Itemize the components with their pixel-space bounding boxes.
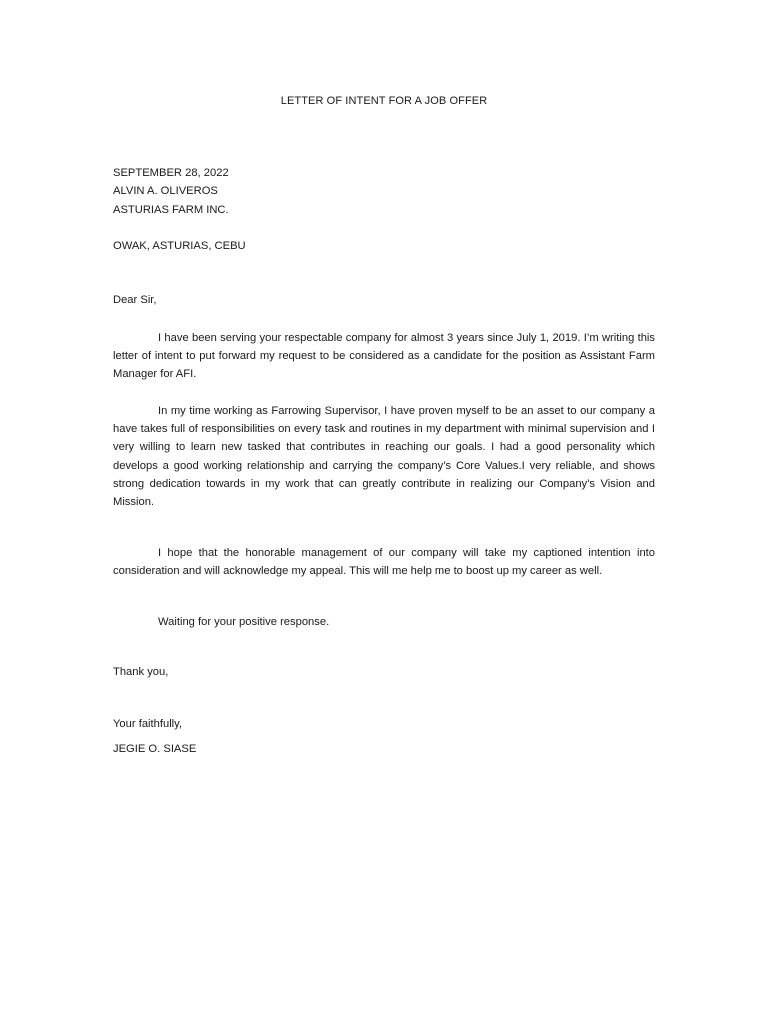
body-paragraph-2: In my time working as Farrowing Supervisor, I have proven myself to be an asset to our company a have takes full of responsibilities on every task and routines in my department with minimal supervision and I very willing to learn new tasked that contributes in reaching our goals. I had a good personality which develops a good working relationship and carrying the company’s Core Values.I very reliable, and shows strong dedication towards in my work that can greatly contribute in realizing our Company’s Vision and Mission.: [113, 405, 655, 509]
letter-date: SEPTEMBER 28, 2022: [113, 167, 229, 179]
recipient-company: ASTURIAS FARM INC.: [113, 204, 229, 216]
thanks-line: Thank you,: [113, 666, 169, 678]
letter-title: LETTER OF INTENT FOR A JOB OFFER: [280, 95, 488, 107]
recipient-name: ALVIN A. OLIVEROS: [113, 185, 218, 197]
recipient-address: OWAK, ASTURIAS, CEBU: [113, 240, 246, 252]
closing-line: Your faithfully,: [113, 718, 183, 730]
salutation: Dear Sir,: [113, 294, 157, 306]
body-paragraph-1: I have been serving your respectable company for almost 3 years since July 1, 2019. I’m writing this letter of intent to put forward my request to be considered as a candidate for the position as Assistant Farm Manager for AFI.: [113, 332, 655, 381]
body-paragraph-4: Waiting for your positive response.: [158, 616, 330, 628]
body-paragraph-3: I hope that the honorable management of our company will take my captioned intention into consideration and will acknowledge my appeal. This will me help me to boost up my career as well.: [113, 547, 655, 578]
signatory-name: JEGIE O. SIASE: [113, 743, 197, 755]
